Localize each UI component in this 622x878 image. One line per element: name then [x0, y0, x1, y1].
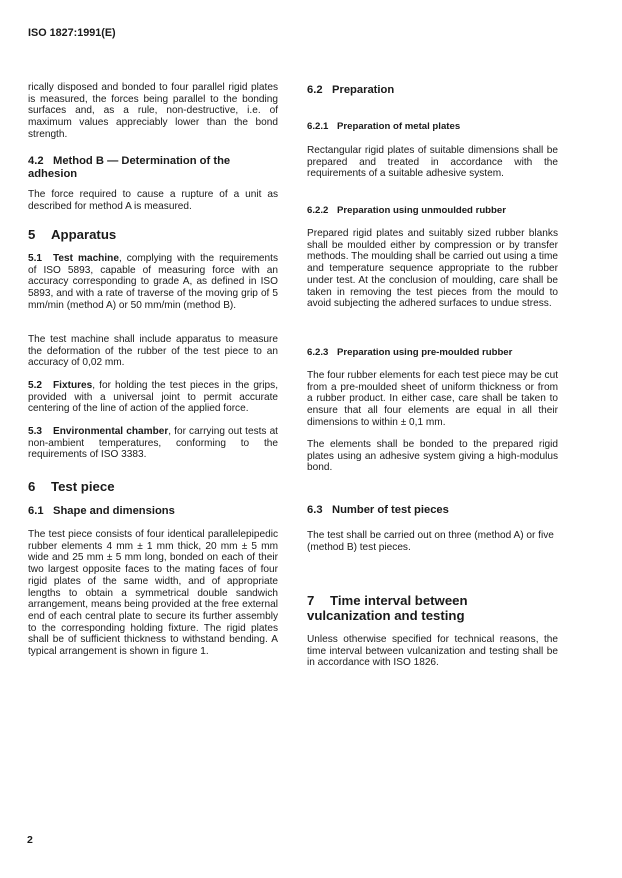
page-number: 2	[27, 834, 33, 846]
section-5-1-paragraph-2: The test machine shall include apparatus to measure the deformation of the rubber of the test piece to an accuracy of 0,02 mm.	[28, 334, 278, 369]
section-title: Shape and dimensions	[53, 505, 175, 517]
section-6-heading	[28, 479, 278, 494]
section-number: 6.2.3	[307, 347, 329, 358]
section-title: Test piece	[51, 479, 115, 494]
section-4-2-paragraph: The force required to cause a rupture of a unit as described for method A is measured.	[28, 189, 278, 212]
section-6-1-heading	[28, 505, 278, 518]
section-number: 6.2	[307, 84, 323, 96]
section-5-1-paragraph	[28, 253, 278, 312]
section-5-3-paragraph	[28, 426, 278, 461]
document-id: ISO 1827:1991(E)	[28, 27, 116, 39]
clause-number: 5.1	[28, 253, 43, 264]
clause-lead: Test machine	[53, 253, 119, 264]
section-6-2-2-paragraph: Prepared rigid plates and suitably sized rubber blanks shall be moulded either by compression or by transfer methods. The moulding shall be carried out using a time and temperature sequence appropriate to the rubber under test. At the conclusion of moulding, care shall be taken in removing the test pieces from the mould to avoid subjecting the adhered surfaces to undue stress.	[307, 228, 558, 310]
section-6-1-paragraph: The test piece consists of four identical parallelepipedic rubber elements 4 mm ± 1 mm thick, 20 mm ± 5 mm wide and 25 mm ± 5 mm long, bonded on each of their two largest opposite faces to the mating faces of four rigid plates of the same width, and of appropriate lengths to obtain a symmetrical double sandwich arrangement, means being provided at the free external end of each central plate to secure its further assembly to the corresponding holding fixture. The rigid plates shall be of sufficient thickness to withstand bending. A typical arrangement is shown in figure 1.	[28, 529, 278, 658]
section-number: 6.2.1	[307, 121, 329, 132]
section-title: Preparation using pre-moulded rubber	[337, 347, 513, 358]
section-6-2-3-heading	[307, 347, 558, 358]
section-5-heading	[28, 227, 278, 242]
section-title: Preparation of metal plates	[337, 121, 461, 132]
section-number: 6	[28, 479, 36, 494]
section-title: Apparatus	[51, 227, 117, 242]
section-number: 6.1	[28, 505, 44, 517]
section-number: 6.3	[307, 504, 323, 516]
section-number: 5	[28, 227, 36, 242]
intro-paragraph: rically disposed and bonded to four parallel rigid plates is measured, the forces being parallel to the bonding surfaces and, as a rule, non-destructive, i.e. of maximum values appreciably lower than the bond strength.	[28, 82, 278, 140]
section-title: Number of test pieces	[332, 504, 449, 516]
clause-lead: Fixtures	[53, 380, 93, 391]
section-number: 7	[307, 593, 315, 608]
section-7-paragraph: Unless otherwise specified for technical reasons, the time interval between vulcanization and testing shall be in accordance with ISO 1826.	[307, 634, 558, 669]
clause-text: , for holding the test pieces in the grips, provided with a universal joint to permit accurate centering of the line of action of the applied force.	[28, 380, 278, 415]
section-6-2-3-paragraph-1: The four rubber elements for each test piece may be cut from a pre-moulded sheet of uniform thickness or from a rubber product. In either case, care shall be taken to ensure that all four elements are equal in all their dimensions to within ± 0,1 mm.	[307, 370, 558, 428]
section-6-2-1-paragraph: Rectangular rigid plates of suitable dimensions shall be prepared and treated in accordance with the requirements of a suitable adhesive system.	[307, 145, 558, 180]
section-title: Method B — Determination of the adhesion	[28, 155, 231, 180]
section-6-3-paragraph: The test shall be carried out on three (method A) or five (method B) test pieces.	[307, 530, 554, 553]
section-7-heading	[307, 593, 547, 623]
section-title: Time interval between vulcanization and testing	[307, 593, 468, 623]
section-6-2-1-heading	[307, 121, 558, 132]
section-title: Preparation	[332, 84, 395, 96]
clause-lead: Environmental chamber	[53, 426, 169, 437]
section-6-2-2-heading	[307, 205, 558, 216]
section-4-2-heading	[28, 155, 278, 181]
section-number: 6.2.2	[307, 205, 329, 216]
section-6-2-3-paragraph-2: The elements shall be bonded to the prepared rigid plates using an adhesive system giving a high-modulus bond.	[307, 439, 558, 474]
clause-number: 5.2	[28, 380, 43, 391]
section-6-3-heading	[307, 504, 558, 517]
clause-text: , for carrying out tests at non-ambient temperatures, conforming to the requirements of ISO 3383.	[28, 426, 278, 461]
section-title: Preparation using unmoulded rubber	[337, 205, 506, 216]
section-6-2-heading	[307, 84, 558, 97]
section-5-2-paragraph	[28, 380, 278, 415]
clause-number: 5.3	[28, 426, 43, 437]
section-number: 4.2	[28, 155, 44, 167]
clause-text: , complying with the requirements of ISO 5893, capable of measuring force with an accuracy corresponding to grade A, as defined in ISO 5893, and with a rate of traverse of the moving grip of 5 mm/min (method A) or 50 mm/min (method B).	[28, 253, 278, 311]
